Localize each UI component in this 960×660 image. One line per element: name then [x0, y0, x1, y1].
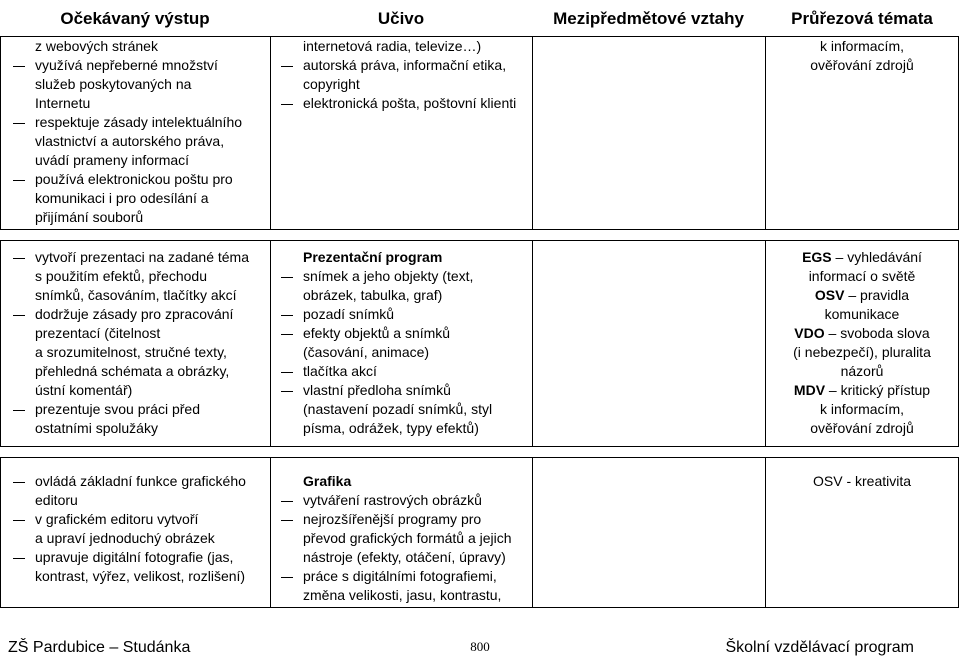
curriculum-line: obrázek, tabulka, graf) — [303, 287, 443, 303]
outcome-line: v grafickém editoru vytvoří — [35, 510, 267, 529]
theme-line-abbr: MDV — [793, 382, 826, 398]
outcome-line: s použitím efektů, přechodu — [35, 268, 207, 284]
column-divider — [532, 240, 533, 446]
outcome-line: a upraví jednoduchý obrázek — [35, 530, 215, 546]
header-curriculum: Učivo — [377, 9, 425, 28]
row-2-curriculum-cell — [303, 248, 529, 438]
row-3-themes-cell — [766, 472, 958, 491]
theme-line-text: – svoboda slova — [824, 325, 930, 341]
footer-school: ZŠ Pardubice – Studánka — [8, 639, 191, 656]
curriculum-line: autorská práva, informační etika, — [303, 56, 529, 75]
curriculum-line: převod grafických formátů a jejich — [303, 530, 512, 546]
table-border — [958, 240, 959, 446]
outcome-line: ovládá základní funkce grafického — [35, 472, 267, 491]
outcome-line: používá elektronickou poštu pro — [35, 170, 267, 189]
outcome-line: prezentací (čitelnost — [35, 325, 161, 341]
outcome-line: komunikaci i pro odesílání a — [35, 190, 209, 206]
outcome-line: Internetu — [35, 95, 91, 111]
theme-line-text: – kritický přístup — [825, 382, 931, 398]
outcome-line: ostatními spolužáky — [35, 420, 158, 436]
row-2-outcome-cell — [35, 248, 267, 438]
page-number: 800 — [470, 639, 490, 654]
curriculum-line: pozadí snímků — [303, 305, 529, 324]
theme-line: ověřování zdrojů — [810, 420, 914, 436]
curriculum-line: nejrozšířenější programy pro — [303, 510, 529, 529]
table-border — [958, 457, 959, 607]
row-3-curriculum-cell — [303, 472, 529, 605]
outcome-line: uvádí prameny informací — [35, 152, 190, 168]
theme-line: komunikace — [824, 306, 900, 322]
theme-line: ověřování zdrojů — [810, 57, 914, 73]
theme-line: (i nebezpečí), pluralita — [793, 344, 931, 360]
curriculum-line: nástroje (efekty, otáčení, úpravy) — [303, 549, 506, 565]
row-1-themes-cell — [766, 37, 958, 75]
curriculum-line: elektronická pošta, poštovní klienti — [303, 94, 529, 113]
column-divider — [532, 457, 533, 607]
theme-line — [766, 324, 958, 343]
row-2-themes-cell — [766, 248, 958, 438]
theme-line-text: – pravidla — [844, 287, 910, 303]
theme-line: OSV - kreativita — [812, 473, 912, 489]
curriculum-line: vytváření rastrových obrázků — [303, 491, 529, 510]
theme-line: k informacím, — [819, 38, 904, 54]
curriculum-line: snímek a jeho objekty (text, — [303, 267, 529, 286]
row-divider — [0, 457, 959, 458]
curriculum-line: (nastavení pozadí snímků, styl — [303, 401, 493, 417]
curriculum-title: Grafika — [303, 473, 352, 489]
outcome-line: respektuje zásady intelektuálního — [35, 113, 267, 132]
curriculum-line: copyright — [303, 76, 360, 92]
curriculum-line: písma, odrážek, typy efektů) — [303, 420, 479, 436]
outcome-line: kontrast, výřez, velikost, rozlišení) — [35, 568, 246, 584]
theme-line: informací o světě — [808, 268, 916, 284]
header-cross-relations: Mezipředmětové vztahy — [553, 9, 744, 28]
column-divider — [532, 36, 533, 229]
outcome-line: editoru — [35, 492, 78, 508]
curriculum-line: vlastní předloha snímků — [303, 381, 529, 400]
theme-line — [766, 286, 958, 305]
curriculum-line: internetová radia, televize…) — [303, 38, 482, 54]
theme-line — [766, 248, 958, 267]
outcome-line: přehledná schémata a obrázky, — [35, 363, 230, 379]
theme-line-abbr: OSV — [814, 287, 845, 303]
curriculum-line: změna velikosti, jasu, kontrastu, — [303, 587, 502, 603]
row-1-curriculum-cell — [303, 37, 529, 113]
row-3-outcome-cell — [35, 472, 267, 586]
outcome-line: vlastnictví a autorského práva, — [35, 133, 225, 149]
table-border — [0, 240, 1, 446]
theme-line-abbr: EGS — [802, 249, 832, 265]
outcome-line: ústní komentář) — [35, 382, 133, 398]
theme-line: názorů — [840, 363, 884, 379]
outcome-line: a srozumitelnost, stručné texty, — [35, 344, 227, 360]
header-outcome: Očekávaný výstup — [60, 9, 210, 28]
theme-line-abbr: VDO — [794, 325, 825, 341]
row-divider — [0, 607, 959, 608]
column-divider — [270, 240, 271, 446]
outcome-line: dodržuje zásady pro zpracování — [35, 305, 267, 324]
theme-line: k informacím, — [819, 401, 904, 417]
curriculum-line: práce s digitálními fotografiemi, — [303, 567, 529, 586]
table-border — [0, 457, 1, 607]
row-divider — [0, 446, 959, 447]
outcome-line: využívá nepřeberné množství — [35, 56, 267, 75]
header-themes: Průřezová témata — [791, 9, 933, 28]
outcome-line: přijímání souborů — [35, 209, 144, 225]
footer-program: Školní vzdělávací program — [725, 639, 914, 656]
theme-line-text: – vyhledávání — [831, 249, 922, 265]
outcome-line: z webových stránek — [35, 38, 158, 54]
outcome-line: služeb poskytovaných na — [35, 76, 192, 92]
outcome-line: snímků, časováním, tlačítky akcí — [35, 287, 237, 303]
row-1-outcome-cell — [35, 37, 267, 227]
curriculum-line: (časování, animace) — [303, 344, 430, 360]
column-divider — [270, 36, 271, 229]
curriculum-title: Prezentační program — [303, 249, 443, 265]
theme-line — [766, 381, 958, 400]
outcome-line: upravuje digitální fotografie (jas, — [35, 548, 267, 567]
curriculum-line: efekty objektů a snímků — [303, 324, 529, 343]
curriculum-line: tlačítka akcí — [303, 362, 529, 381]
outcome-line: prezentuje svou práci před — [35, 400, 267, 419]
table-border — [958, 36, 959, 229]
column-divider — [270, 457, 271, 607]
table-border — [0, 36, 1, 229]
outcome-line: vytvoří prezentaci na zadané téma — [35, 248, 267, 267]
row-divider — [0, 229, 959, 230]
row-divider — [0, 240, 959, 241]
